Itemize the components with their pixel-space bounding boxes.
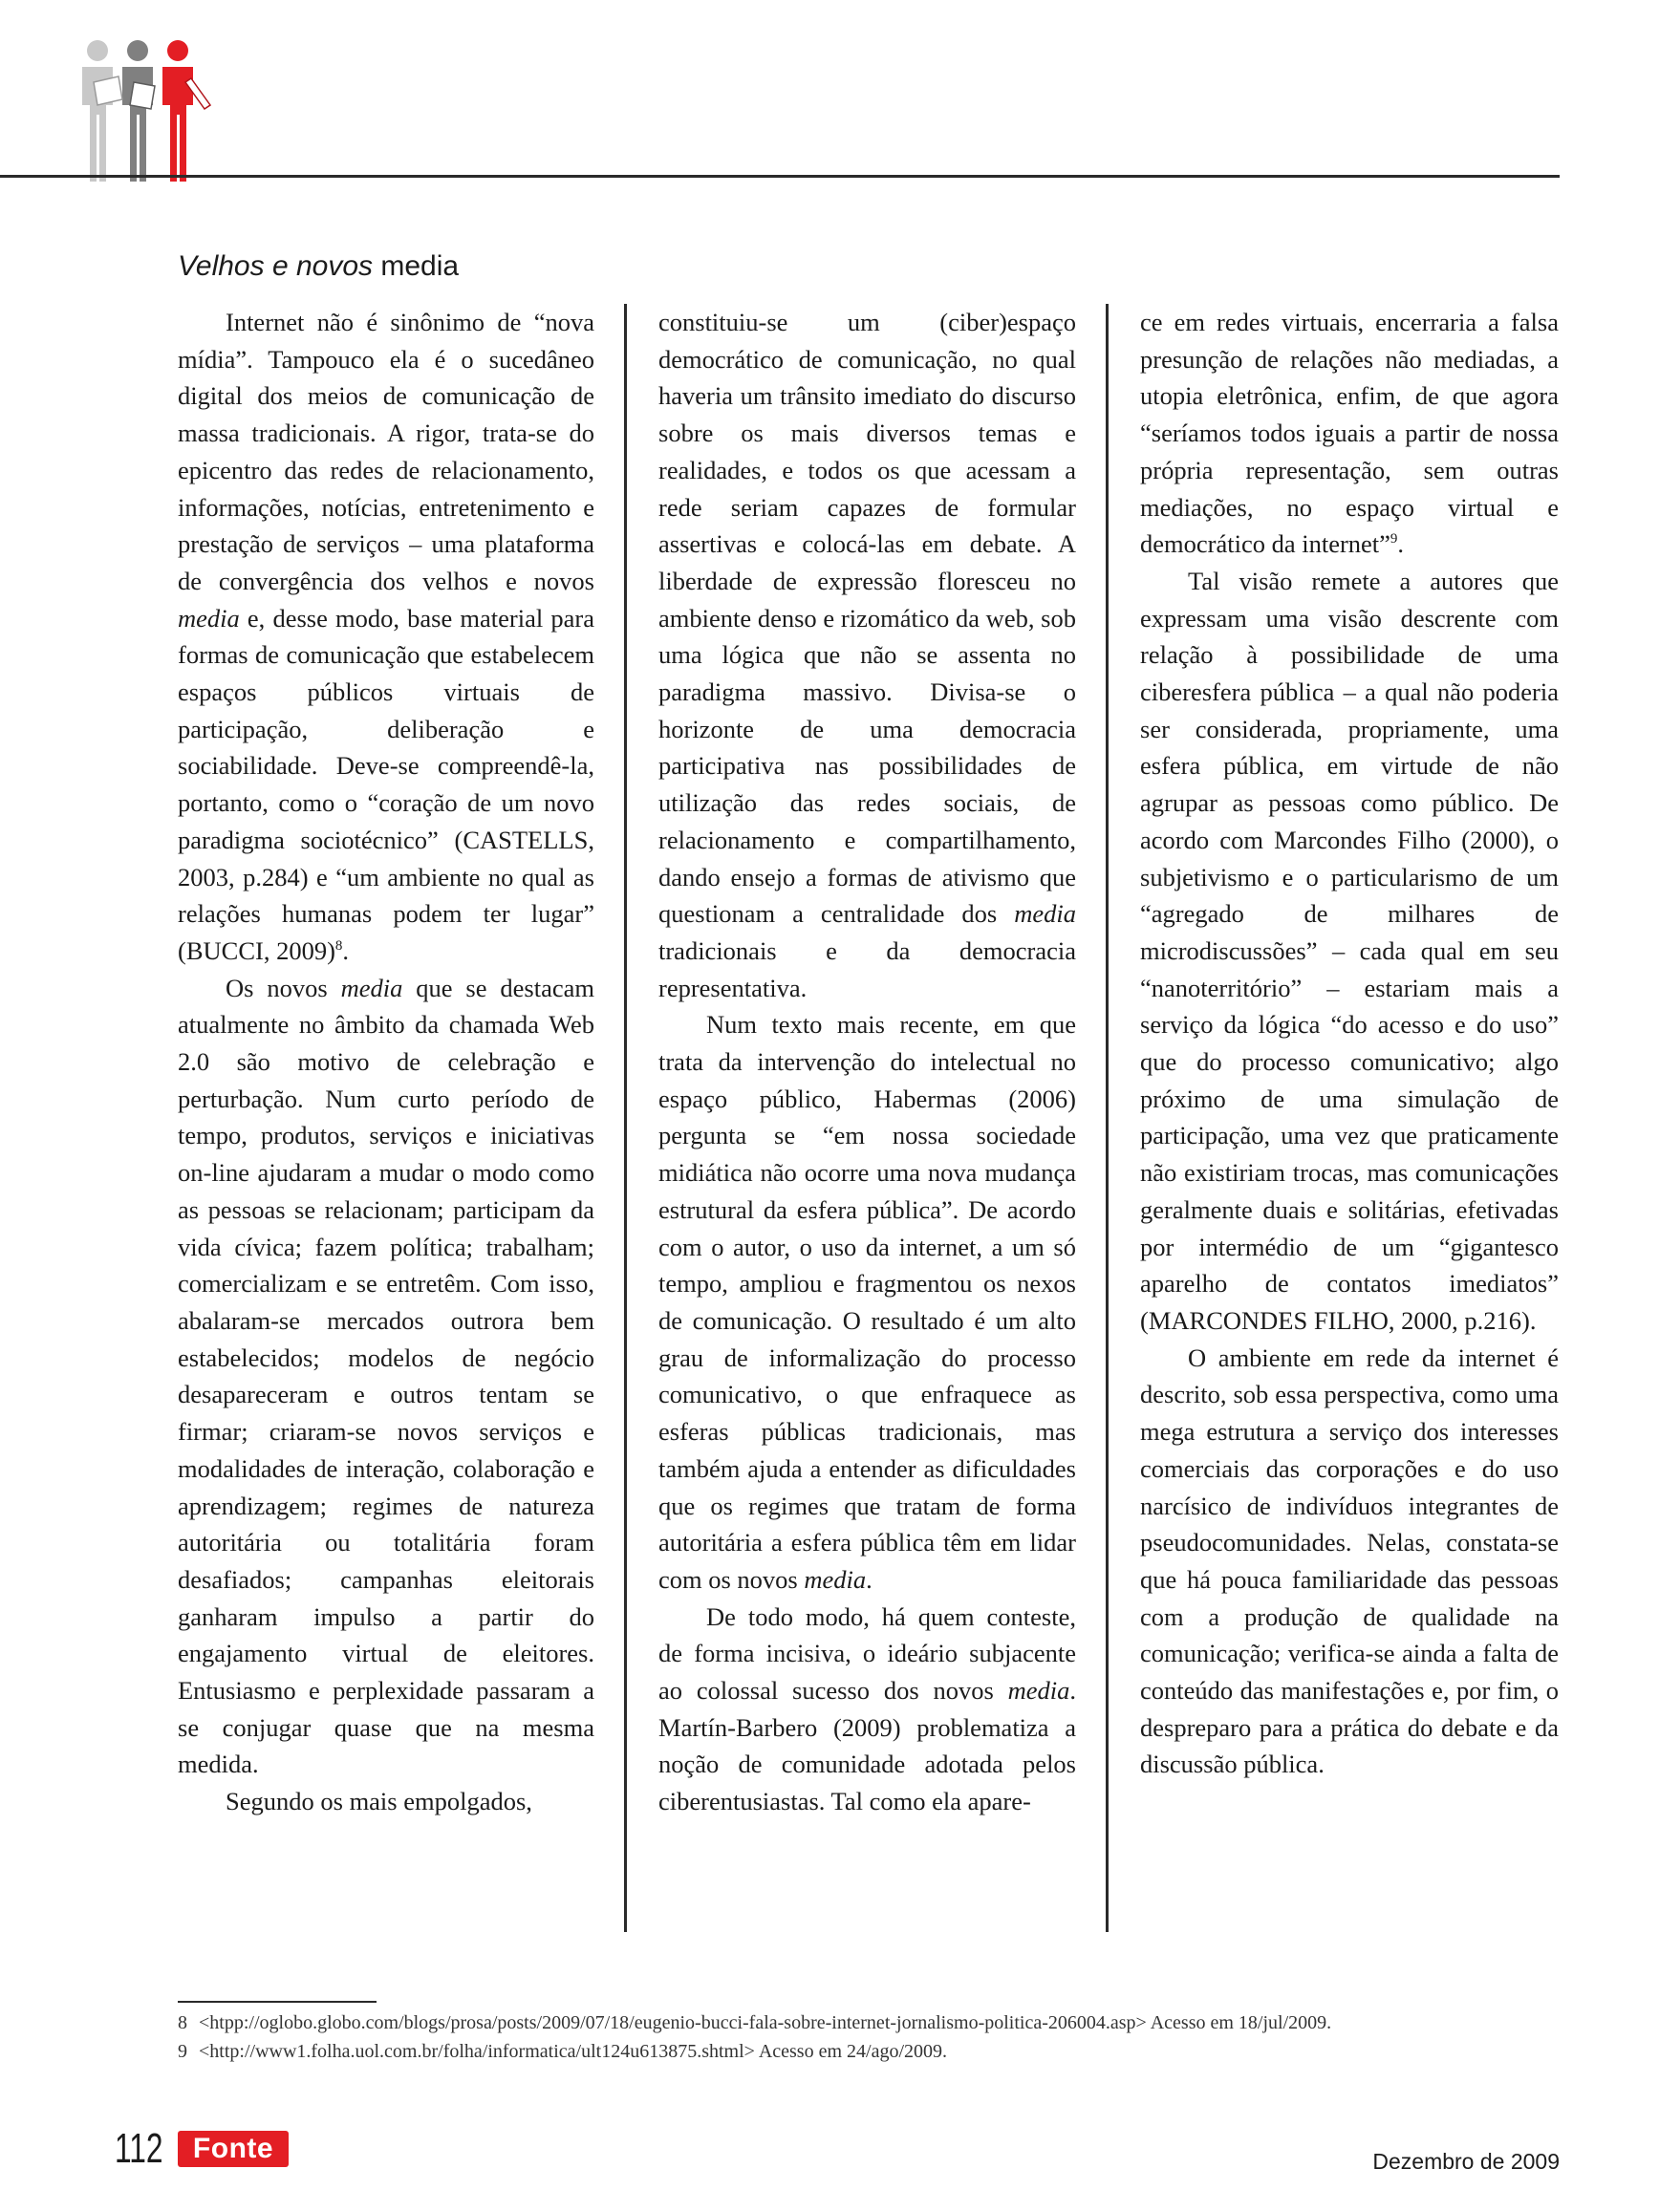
text-run: De todo modo, há quem conteste, de forma incisiva, o ideário subjacente ao colossal sucesso dos novos <box>658 1601 1076 1706</box>
text-run: . Martín-Barbero (2009) problematiza a noção de comunidade adotada pelos ciberentusiastas. Tal como ela apare- <box>658 1676 1076 1816</box>
paragraph <box>178 970 594 1783</box>
text-run: e, desse modo, base material para formas de comunicação que estabelecem espaços públicos virtuais de participação, deliberação e sociabilidade. Deve-se compreendê-la, portanto, como o “coração de um novo paradigma sociotécnico” (CASTELLS, 2003, p.284) e “um ambiente no qual as relações humanas podem ter lugar” (BUCCI, 2009) <box>178 603 594 965</box>
paragraph <box>178 304 594 970</box>
column-divider <box>624 304 627 1932</box>
section-title-regular: media <box>380 250 460 282</box>
page-number: 112 <box>115 2125 163 2172</box>
text-run: . <box>1397 529 1405 559</box>
issue-date: Dezembro de 2009 <box>1372 2149 1560 2174</box>
article-column-2 <box>658 304 1076 1934</box>
text-run: que se destacam atualmente no âmbito da chamada Web 2.0 são motivo de celebração e perturbação. Num curto período de tempo, produtos, serviços e iniciativas on-line ajudaram a mudar o modo como as pessoas se relacionam; participam da vida cívica; fazem política; trabalham; comercializam e se entretêm. Com isso, abalaram-se mercados outrora bem estabelecidos; modelos de negócio desapareceram e outros tentam se firmar; criaram-se novos serviços e modalidades de interação, colaboração e aprendizagem; regimes de natureza autoritária ou totalitária foram desafiados; campanhas eleitorais ganharam impulso a partir do engajamento virtual de eleitores. Entusiasmo e perplexidade passaram a se conjugar quase que na mesma medida. <box>178 973 594 1779</box>
footnote-text: <http://www1.folha.uol.com.br/folha/informatica/ult124u613875.shtml> Acesso em 24/ago/2009. <box>199 2041 948 2062</box>
footnote-number: 9 <box>178 2041 187 2062</box>
footnote-8 <box>178 2008 1563 2037</box>
italic-term: media <box>1014 899 1076 929</box>
article-body <box>178 304 1559 1934</box>
brand-logo: Fonte <box>178 2131 289 2167</box>
footnote-number: 8 <box>178 2012 187 2033</box>
text-run: . <box>866 1564 873 1594</box>
footnote-text: <htpp://oglobo.globo.com/blogs/prosa/posts/2009/07/18/eugenio-bucci-fala-sobre-internet-jornalismo-politica-206004.asp> Acesso em 18/jul/2009. <box>199 2012 1332 2033</box>
paragraph <box>178 1783 594 1820</box>
text-run: constituiu-se um (ciber)espaço democrático de comunicação, no qual haveria um trânsito imediato do discurso sobre os mais diversos temas e realidades, e todos os que acessam a rede seriam capazes de formular assertivas e colocá-las em debate. A liberdade de expressão floresceu no ambiente denso e rizomático da web, sob uma lógica que não se assenta no paradigma massivo. Divisa-se o horizonte de uma democracia participativa nas possibilidades de utilização das redes sociais, de relacionamento e compartilhamento, dando ensejo a formas de ativismo que questionam a centralidade dos <box>658 308 1076 929</box>
paragraph <box>1140 304 1559 563</box>
section-title <box>178 250 459 283</box>
text-run: Tal visão remete a autores que expressam uma visão descrente com relação à possibilidade de uma ciberesfera pública – a qual não poderia ser considerada, propriamente, uma esfera pública, em virtude de não agrupar as pessoas como público. De acordo com Marcondes Filho (2000), o subjetivismo e o particularismo de um “agregado de milhares de microdiscussões” – cada qual em seu “nanoterritório” – estariam mais a serviço da lógica “do acesso e do uso” que do processo comunicativo; algo próximo de uma simulação de participação, uma vez que praticamente não existiriam trocas, mas comunicações geralmente duais e solitárias, efetivadas por intermédio de um “gigantesco aparelho de contatos imediatos” (MARCONDES FILHO, 2000, p.216). <box>1140 566 1559 1335</box>
footnotes <box>178 2008 1563 2066</box>
italic-term: media <box>178 603 240 633</box>
header-rule <box>0 175 1560 178</box>
people-figures-icon <box>76 40 220 182</box>
text-run: tradicionais e da democracia representativa. <box>658 935 1076 1002</box>
text-run: Internet não é sinônimo de “nova mídia”. Tampouco ela é o sucedâneo digital dos meios de comunicação de massa tradicionais. A rigor, trata-se do epicentro das redes de relacionamento, informações, notícias, entretenimento e prestação de serviços – uma plataforma de convergência dos velhos e novos <box>178 308 594 595</box>
section-title-italic: Velhos e novos <box>178 250 374 282</box>
paragraph <box>1140 563 1559 1340</box>
column-divider <box>1106 304 1109 1932</box>
paragraph <box>658 304 1076 1006</box>
text-run: Segundo os mais empolgados, <box>226 1787 532 1816</box>
article-column-1 <box>178 304 594 1934</box>
italic-term: media <box>1007 1676 1070 1706</box>
article-column-3 <box>1140 304 1559 1934</box>
paragraph <box>1140 1340 1559 1783</box>
paragraph <box>658 1599 1076 1820</box>
text-run: . <box>342 935 350 965</box>
text-run: Os novos <box>226 973 341 1002</box>
italic-term: media <box>804 1564 867 1594</box>
italic-term: media <box>340 973 403 1002</box>
text-run: Num texto mais recente, em que trata da intervenção do intelectual no espaço público, Habermas (2006) pergunta se “em nossa sociedade midiática não ocorre uma nova mudança estrutural da esfera pública”. De acordo com o autor, o uso da internet, a um só tempo, ampliou e fragmentou os nexos de comunicação. O resultado é um alto grau de informalização do processo comunicativo, o que enfraquece as esferas públicas tradicionais, mas também ajuda a entender as dificuldades que os regimes que tratam de forma autoritária a esfera pública têm em lidar com os novos <box>658 1010 1076 1594</box>
footnote-ref: 8 <box>334 938 343 955</box>
text-run: ce em redes virtuais, encerraria a falsa presunção de relações não mediadas, a utopia eletrônica, enfim, de que agora “seríamos todos iguais a partir de nossa própria representação, sem outras mediações, no espaço virtual e democrático da internet” <box>1140 308 1559 559</box>
footnote-ref: 9 <box>1390 531 1398 548</box>
text-run: O ambiente em rede da internet é descrito, sob essa perspectiva, como uma mega estrutura a serviço dos interesses comerciais das corporações e do uso narcísico de indivíduos integrantes de pseudocomunidades. Nelas, constata-se que há pouca familiaridade das pessoas com a produção de qualidade na comunicação; verifica-se ainda a falta de conteúdo das manifestações e, por fim, o despreparo para a prática do debate e da discussão pública. <box>1140 1342 1559 1779</box>
paragraph <box>658 1006 1076 1598</box>
footnote-9 <box>178 2037 1563 2066</box>
footnote-rule <box>178 2001 377 2003</box>
